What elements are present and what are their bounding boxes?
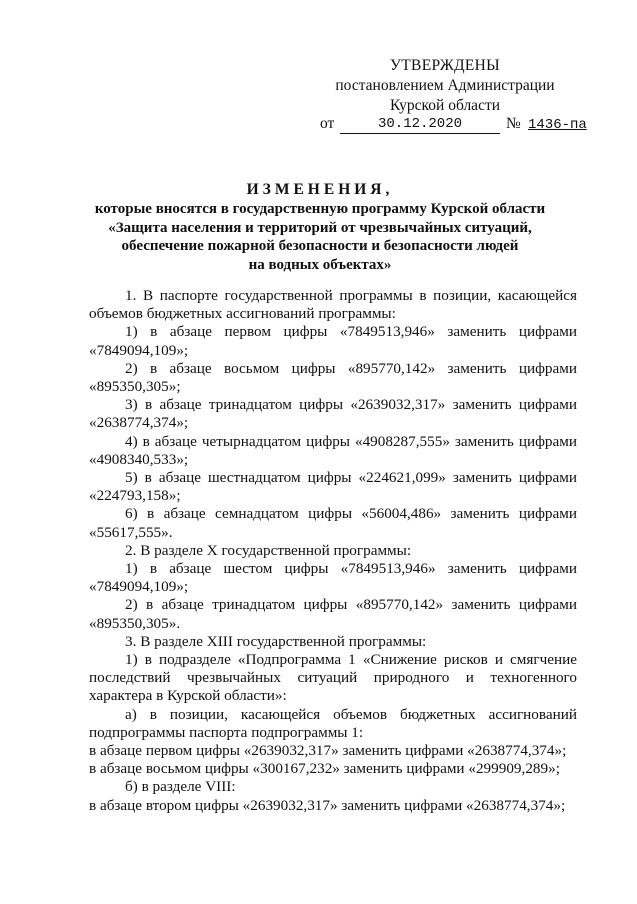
paragraph: 5) в абзаце шестнадцатом цифры «224621,099» заменить цифрами «224793,158»; [89,469,577,505]
paragraph: 1. В паспорте государственной программы в позиции, касающейся объемов бюджетных ассигнований программы: [89,287,577,323]
paragraph: 3. В разделе XIII государственной программы: [125,632,427,650]
paragraph: б) в разделе VIII: [125,778,236,796]
document-title: ИЗМЕНЕНИЯ, [246,181,394,198]
paragraph: 2) в абзаце восьмом цифры «895770,142» заменить цифрами «895350,305»; [89,359,577,396]
document-subtitle [60,200,580,274]
approval-line-1: постановлением Администрации [335,77,555,94]
approval-stamp [310,56,587,133]
approval-date-line [320,114,592,136]
paragraph: 1) в подразделе «Подпрограмма 1 «Снижение рисков и смягчение последствий чрезвычайных ситуаций природного и техногенного характера в Курской области»: [89,651,577,705]
subtitle-line: обеспечение пожарной безопасности и безопасности людей [121,238,519,254]
paragraph: а) в позиции, касающейся объемов бюджетных ассигнований подпрограммы паспорта подпрограммы 1: [89,705,577,741]
paragraph: в абзаце восьмом цифры «300167,232» заменить цифрами «299909,289»; [89,760,560,778]
number-prefix: № [506,115,521,132]
approval-number: 1436-па [528,117,587,133]
date-prefix: от [320,115,335,132]
paragraph: 1) в абзаце шестом цифры «7849513,946» заменить цифрами «7849094,109»; [89,560,577,596]
approval-line-2: Курской области [389,97,501,114]
paragraph: 6) в абзаце семнадцатом цифры «56004,486» заменить цифрами «55617,555». [89,505,577,541]
paragraph: 4) в абзаце четырнадцатом цифры «4908287,555» заменить цифрами «4908340,533»; [89,432,577,468]
approval-date: 30.12.2020 [340,114,500,134]
paragraph: в абзаце первом цифры «2639032,317» заменить цифрами «2638774,374»; [89,742,567,760]
paragraph: 2. В разделе X государственной программы: [125,541,412,559]
approval-title: УТВЕРЖДЕНЫ [390,57,500,74]
paragraph: в абзаце втором цифры «2639032,317» заменить цифрами «2638774,374»; [89,796,566,814]
subtitle-line: которые вносятся в государственную программу Курской области [94,201,546,217]
subtitle-line: на водных объектах» [248,256,392,273]
paragraph: 1) в абзаце первом цифры «7849513,946» заменить цифрами «7849094,109»; [89,323,577,359]
subtitle-line: «Защита населения и территорий от чрезвычайных ситуаций, [108,219,532,236]
document-body [89,287,577,815]
paragraph: 2) в абзаце тринадцатом цифры «895770,142» заменить цифрами «895350,305». [89,596,577,632]
paragraph: 3) в абзаце тринадцатом цифры «2639032,317» заменить цифрами «2638774,374»; [89,396,577,432]
